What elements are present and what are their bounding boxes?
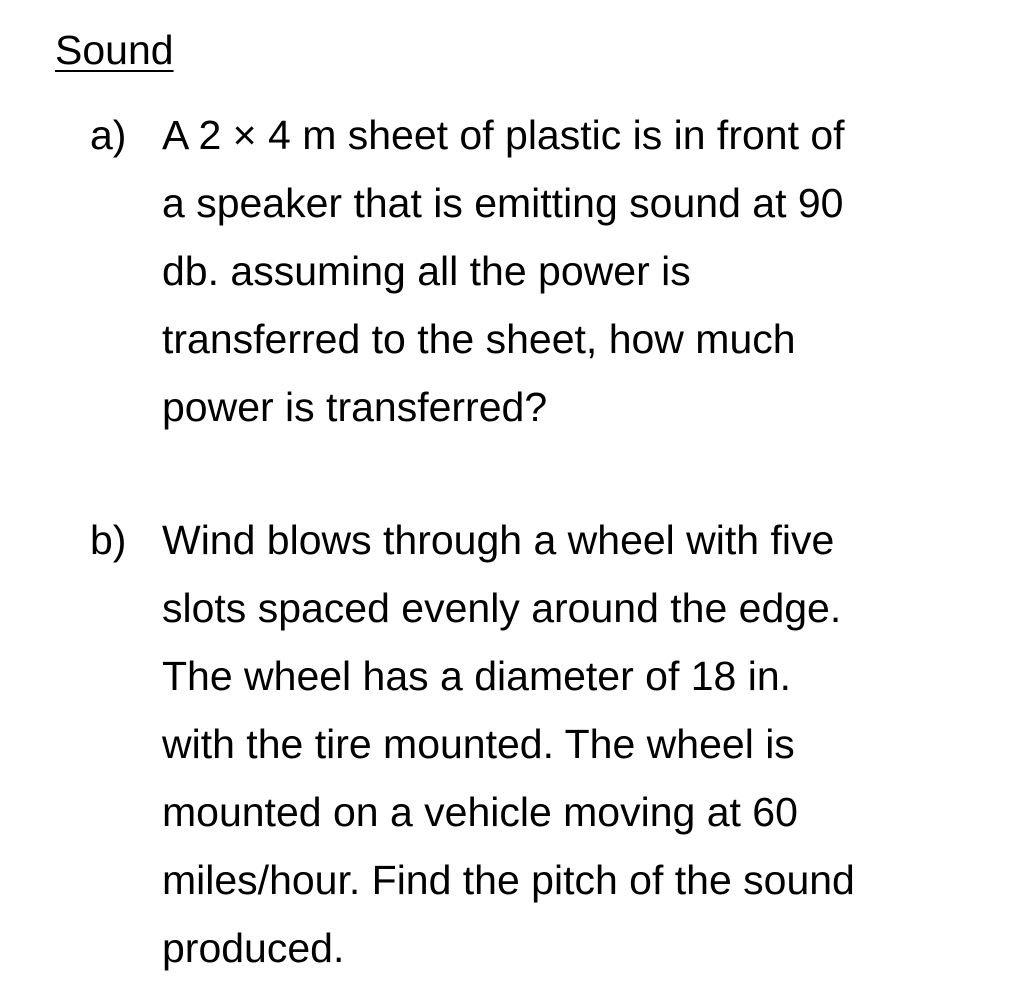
question-line: The wheel has a diameter of 18 in. (162, 653, 792, 699)
question-line: miles/hour. Find the pitch of the sound (162, 857, 855, 903)
question-line: power is transferred? (162, 384, 548, 430)
question-line: with the tire mounted. The wheel is (162, 721, 795, 767)
question-line: mounted on a vehicle moving at 60 (162, 789, 798, 835)
question-text (162, 101, 1002, 441)
question-line: slots spaced evenly around the edge. (162, 585, 842, 631)
question-letter: a) (90, 112, 127, 158)
question-text (162, 506, 1002, 982)
question-line: transferred to the sheet, how much (162, 316, 796, 362)
question-line: Wind blows through a wheel with five (162, 517, 835, 563)
page-title: Sound (55, 27, 174, 73)
question-line: a speaker that is emitting sound at 90 (162, 180, 844, 226)
question-line: produced. (162, 925, 345, 971)
question-line: db. assuming all the power is (162, 248, 691, 294)
question-line: A 2 × 4 m sheet of plastic is in front of (162, 112, 845, 158)
question-letter: b) (90, 517, 127, 563)
